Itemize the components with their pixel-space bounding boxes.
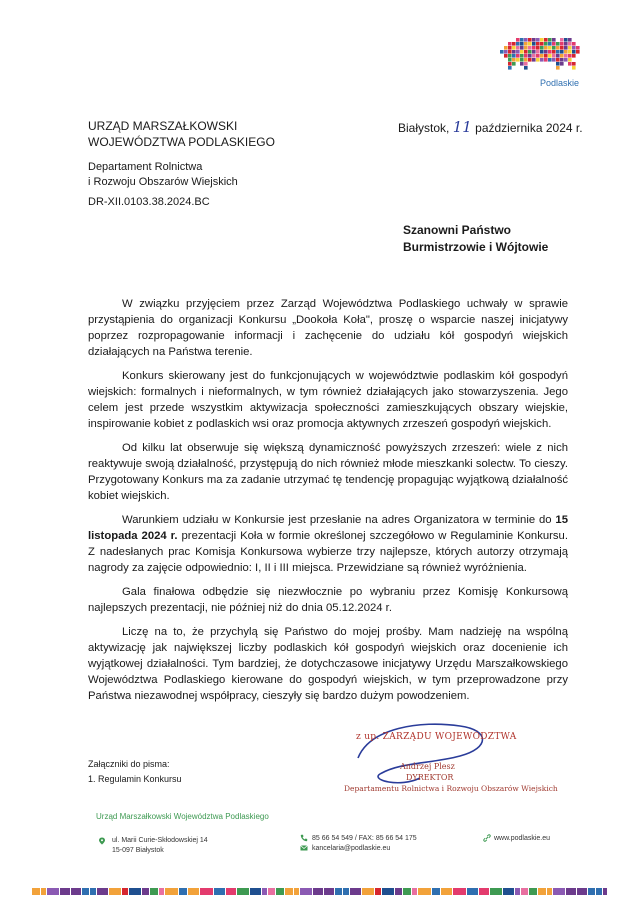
attachment-item: 1. Regulamin Konkursu: [88, 774, 182, 784]
logo-tile: [560, 42, 564, 46]
logo-tile: [528, 42, 532, 46]
decorative-color-bar: [32, 888, 608, 895]
color-bar-segment: [109, 888, 121, 895]
logo-tile: [552, 50, 556, 54]
logo-tile: [572, 50, 576, 54]
color-bar-segment: [285, 888, 293, 895]
color-bar-segment: [188, 888, 199, 895]
logo-tile: [508, 58, 512, 62]
logo-tile: [528, 38, 532, 42]
color-bar-segment: [375, 888, 381, 895]
logo-tile: [548, 58, 552, 62]
logo-label: Podlaskie: [540, 78, 580, 88]
color-bar-segment: [313, 888, 323, 895]
deadline-date: 15 listopada 2024 r.: [88, 514, 568, 542]
color-bar-segment: [418, 888, 431, 895]
logo-tile: [568, 58, 572, 62]
color-bar-segment: [268, 888, 275, 895]
logo-tile: [524, 54, 528, 58]
logo-tile: [500, 50, 504, 54]
logo-tile: [548, 50, 552, 54]
color-bar-segment: [237, 888, 249, 895]
color-bar-segment: [547, 888, 552, 895]
color-bar-segment: [577, 888, 587, 895]
logo-tile: [536, 42, 540, 46]
logo-tile: [548, 46, 552, 50]
logo-tile: [544, 54, 548, 58]
logo-tile: [520, 38, 524, 42]
logo-tile: [560, 50, 564, 54]
logo-tile: [556, 62, 560, 66]
color-bar-segment: [71, 888, 81, 895]
color-bar-segment: [122, 888, 128, 895]
color-bar-segment: [441, 888, 452, 895]
letter-date: [398, 118, 583, 136]
location-pin-icon: [98, 837, 106, 845]
logo-tile: [556, 66, 560, 70]
logo-tile: [504, 50, 508, 54]
logo-tile: [536, 54, 540, 58]
logo-tile: [552, 58, 556, 62]
logo-tile: [508, 50, 512, 54]
sender-block: [88, 118, 275, 150]
logo-tile: [512, 46, 516, 50]
logo-tile: [524, 38, 528, 42]
logo-tile: [548, 42, 552, 46]
logo-tile: [532, 50, 536, 54]
logo-tile: [540, 50, 544, 54]
logo-tile: [508, 46, 512, 50]
color-bar-segment: [214, 888, 225, 895]
podlaskie-logo-icon: [500, 38, 580, 98]
color-bar-segment: [60, 888, 70, 895]
color-bar-segment: [90, 888, 96, 895]
body-paragraph-1: W związku przyjęciem przez Zarząd Województwa Podlaskiego uchwały w sprawie przystąpienia do organizacji Konkursu „Dookoła Koła", proszę o wsparcie naszej inicjatywy poprzez rozpropagowanie informacji i zachęcenie do udziału kół gospodyń wiejskich działających na Państwa terenie.: [88, 298, 568, 358]
letter-body: [88, 296, 568, 712]
logo-tile: [576, 50, 580, 54]
logo-tile: [560, 46, 564, 50]
date-city: Białystok,: [398, 121, 450, 135]
stamp-department: Departamentu Rolnictwa i Rozwoju Obszarów Wiejskich: [344, 784, 558, 793]
color-bar-segment: [262, 888, 267, 895]
color-bar-segment: [467, 888, 478, 895]
color-bar-segment: [603, 888, 607, 895]
department-line2: i Rozwoju Obszarów Wiejskich: [88, 176, 238, 188]
logo-tile: [564, 46, 568, 50]
body-paragraph-3: Od kilku lat obserwuje się większą dynamiczność powyższych zrzeszeń: wiele z nich reaktywuje swoją działalność, przystępują do nich również młode mieszkanki solectw. To cieszy. Przygotowany Konkurs ma za zadanie utrzymać tę tendencję propagując wyjątkową działalność kobiet wiejskich.: [88, 442, 568, 502]
sender-line1: URZĄD MARSZAŁKOWSKI: [88, 119, 238, 133]
color-bar-segment: [300, 888, 312, 895]
color-bar-segment: [179, 888, 187, 895]
color-bar-segment: [350, 888, 361, 895]
address-line2: 15-097 Białystok: [112, 847, 164, 854]
logo-tile: [568, 42, 572, 46]
logo-tile: [524, 46, 528, 50]
body-paragraph-4: [88, 512, 568, 576]
logo-tile: [520, 42, 524, 46]
logo-tile: [552, 46, 556, 50]
color-bar-segment: [200, 888, 213, 895]
footer-phone: 85 66 54 549 / FAX: 85 66 54 175: [312, 835, 417, 842]
logo-tile: [552, 42, 556, 46]
logo-tile: [520, 58, 524, 62]
logo-tile: [532, 58, 536, 62]
color-bar-segment: [150, 888, 158, 895]
color-bar-segment: [596, 888, 602, 895]
logo-tile: [544, 38, 548, 42]
logo-tile: [532, 38, 536, 42]
logo-tile: [572, 62, 576, 66]
logo-tile: [520, 50, 524, 54]
logo-tile: [572, 66, 576, 70]
color-bar-segment: [553, 888, 565, 895]
color-bar-segment: [343, 888, 349, 895]
color-bar-segment: [566, 888, 576, 895]
body-paragraph-2: Konkurs skierowany jest do funkcjonujących w województwie podlaskim kół gospodyń wiejskich: formalnych i nieformalnych, w tym również działających jako stowarzyszenia. Jego celem jest przede wszystkim aktywizacja społeczności zamieszkujących obszary wiejskie, inspirowanie kobiet z podlaskich wsi oraz promocja aktywnych zrzeszeń gospodyń wiejskich.: [88, 370, 568, 430]
color-bar-segment: [529, 888, 537, 895]
footer-organization: Urząd Marszałkowski Województwa Podlaskiego: [96, 812, 269, 821]
stamp-name: Andrzej Plesz: [400, 762, 455, 771]
logo-tile: [564, 50, 568, 54]
color-bar-segment: [503, 888, 514, 895]
logo-tile: [560, 38, 564, 42]
logo-tile: [568, 46, 572, 50]
logo-tile: [544, 42, 548, 46]
body-paragraph-6: Liczę na to, że przychylą się Państwo do mojej prośby. Mam nadzieję na wspólną aktywizację jak największej liczby podlaskich kół gospodyń wiejskich oraz docenienie ich wyjątkowej działalności. Tym bardziej, że dotychczasowe inicjatywy Urzędu Marszałkowskiego Województwa Podlaskiego kierowane do gospodyń wiejskich, w tym przeprowadzone przy Państwa niezawodnej współpracy, cieszyły się bardzo dużym powodzeniem.: [88, 626, 568, 702]
footer-website[interactable]: www.podlaskie.eu: [494, 835, 551, 842]
logo-tile: [548, 38, 552, 42]
color-bar-segment: [515, 888, 520, 895]
color-bar-segment: [32, 888, 40, 895]
logo-tile: [544, 50, 548, 54]
logo-tile: [536, 50, 540, 54]
color-bar-segment: [324, 888, 334, 895]
logo-tile: [532, 42, 536, 46]
footer-address: [112, 836, 208, 856]
color-bar-segment: [226, 888, 236, 895]
color-bar-segment: [142, 888, 149, 895]
logo-tile: [536, 46, 540, 50]
logo-tile: [556, 50, 560, 54]
logo-tile: [540, 46, 544, 50]
logo-tile: [512, 62, 516, 66]
logo-tile: [532, 46, 536, 50]
body-paragraph-5: Gala finałowa odbędzie się niezwłocznie po wybraniu przez Komisję Konkursową najlepszych prezentacji, nie później niż do dnia 05.12.2024 r.: [88, 586, 568, 614]
color-bar-segment: [538, 888, 546, 895]
link-icon: [483, 834, 491, 842]
logo-tile: [556, 46, 560, 50]
logo-tile: [548, 54, 552, 58]
color-bar-segment: [82, 888, 89, 895]
logo-tile: [528, 46, 532, 50]
color-bar-segment: [412, 888, 417, 895]
recipient-line2: Burmistrzowie i Wójtowie: [403, 240, 549, 254]
logo-tile: [504, 54, 508, 58]
logo-tile: [512, 54, 516, 58]
logo-tile: [568, 50, 572, 54]
logo-tile: [528, 50, 532, 54]
logo-tile: [572, 46, 576, 50]
logo-tile: [516, 38, 520, 42]
logo-tile: [516, 58, 520, 62]
email-icon: [300, 844, 308, 852]
logo-tile: [564, 42, 568, 46]
logo-tile: [516, 46, 520, 50]
logo-tile: [520, 46, 524, 50]
color-bar-segment: [521, 888, 528, 895]
logo-tile: [540, 58, 544, 62]
footer-contact: [312, 834, 417, 854]
logo-tile: [508, 42, 512, 46]
color-bar-segment: [41, 888, 46, 895]
department-block: [88, 160, 238, 190]
color-bar-segment: [588, 888, 595, 895]
logo-tile: [512, 58, 516, 62]
reference-number: DR-XII.0103.38.2024.BC: [88, 196, 210, 208]
logo-tile: [560, 58, 564, 62]
logo-tile: [572, 42, 576, 46]
paragraph-4-end: prezentacji Koła w formie określonej szczegółowo w Regulaminie Konkursu. Z nadesłanych prac Komisja Konkursowa wybierze trzy najlepsze, których autorzy otrzymają nagrody za zajęcie odpowiednio: I, II i III miejsca. Przewidziane są również wyróżnienia.: [88, 530, 568, 574]
logo-tile: [504, 46, 508, 50]
footer-email[interactable]: kancelaria@podlaskie.eu: [312, 845, 391, 852]
color-bar-segment: [479, 888, 489, 895]
department-line1: Departament Rolnictwa: [88, 161, 203, 173]
logo-tile: [524, 50, 528, 54]
logo-tile: [528, 54, 532, 58]
phone-icon: [300, 834, 308, 842]
logo-tile: [512, 42, 516, 46]
attachments-block: [88, 757, 182, 787]
logo-tile: [524, 58, 528, 62]
logo-tile: [560, 62, 564, 66]
logo-tile: [508, 62, 512, 66]
logo-tile: [516, 42, 520, 46]
color-bar-segment: [97, 888, 108, 895]
logo-tile: [568, 62, 572, 66]
logo-tile: [552, 54, 556, 58]
color-bar-segment: [490, 888, 502, 895]
logo-tile: [568, 54, 572, 58]
color-bar-segment: [382, 888, 394, 895]
logo-tile: [524, 62, 528, 66]
logo-tile: [516, 50, 520, 54]
color-bar-segment: [129, 888, 141, 895]
recipient-block: [403, 222, 548, 256]
color-bar-segment: [165, 888, 178, 895]
logo-tile: [512, 50, 516, 54]
color-bar-segment: [362, 888, 374, 895]
color-bar-segment: [276, 888, 284, 895]
logo-tile: [576, 46, 580, 50]
date-day-handwritten: 11: [452, 118, 472, 136]
logo-tile: [532, 54, 536, 58]
logo-tile: [524, 42, 528, 46]
logo-tile: [536, 58, 540, 62]
color-bar-segment: [403, 888, 411, 895]
logo-tile: [544, 46, 548, 50]
logo-tile: [556, 42, 560, 46]
logo-tile: [508, 54, 512, 58]
logo-tile: [568, 38, 572, 42]
stamp-title: DYREKTOR: [406, 773, 454, 782]
logo-tile: [564, 38, 568, 42]
stamp-authority: z up. ZARZĄDU WOJEWÓDZTWA: [356, 732, 517, 742]
logo-tile: [564, 58, 568, 62]
logo-tile: [520, 54, 524, 58]
logo-tile: [552, 38, 556, 42]
logo-tile: [540, 42, 544, 46]
color-bar-segment: [395, 888, 402, 895]
color-bar-segment: [453, 888, 466, 895]
color-bar-segment: [47, 888, 59, 895]
sender-line2: WOJEWÓDZTWA PODLASKIEGO: [88, 135, 275, 149]
color-bar-segment: [335, 888, 342, 895]
logo-tile: [556, 58, 560, 62]
logo-tile: [564, 54, 568, 58]
logo-tile: [556, 54, 560, 58]
logo-tile: [508, 66, 512, 70]
logo-tile: [536, 38, 540, 42]
logo-tile: [560, 54, 564, 58]
color-bar-segment: [250, 888, 261, 895]
color-bar-segment: [432, 888, 440, 895]
attachments-title: Załączniki do pisma:: [88, 759, 170, 769]
logo-tile: [540, 54, 544, 58]
date-rest: października 2024 r.: [475, 121, 583, 135]
logo-tile: [524, 66, 528, 70]
address-line1: ul. Marii Curie-Skłodowskiej 14: [112, 837, 208, 844]
paragraph-4-start: Warunkiem udziału w Konkursie jest przesłanie na adres Organizatora w terminie do: [122, 514, 556, 526]
recipient-line1: Szanowni Państwo: [403, 223, 512, 237]
logo-tile: [572, 54, 576, 58]
logo-tile: [544, 58, 548, 62]
color-bar-segment: [294, 888, 299, 895]
logo-tile: [520, 62, 524, 66]
color-bar-segment: [159, 888, 164, 895]
logo-tile: [528, 58, 532, 62]
logo-tile: [516, 54, 520, 58]
logo-tile: [540, 38, 544, 42]
